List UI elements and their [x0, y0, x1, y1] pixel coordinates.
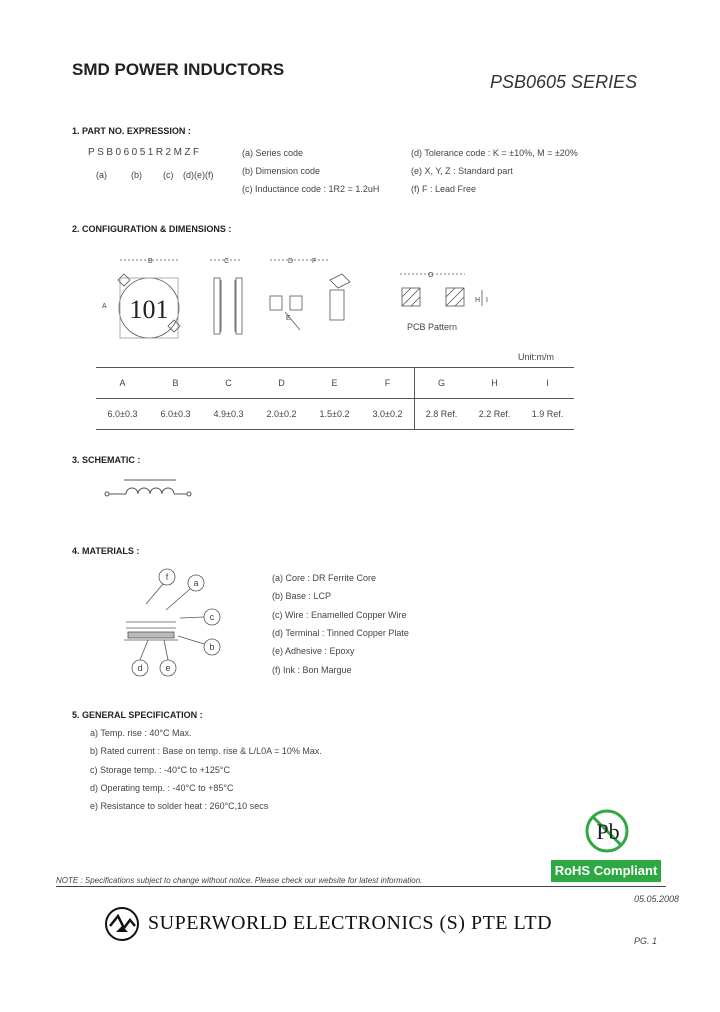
- series-name: PSB0605 SERIES: [490, 72, 638, 92]
- dim-letter-g: G: [428, 272, 434, 279]
- code-label-def: (d)(e)(f): [183, 170, 214, 180]
- page-title: SMD POWER INDUCTORS: [72, 60, 285, 79]
- material-e: (e) Adhesive : Epoxy: [272, 646, 355, 656]
- company-name: SUPERWORLD ELECTRONICS (S) PTE LTD: [148, 912, 553, 934]
- material-a: (a) Core : DR Ferrite Core: [272, 573, 377, 583]
- rohs-badge: RoHS Compliant: [551, 860, 661, 882]
- code-desc-d: (d) Tolerance code : K = ±10%, M = ±20%: [411, 148, 578, 158]
- dim-letter-b: B: [148, 258, 153, 265]
- td-b: 6.0±0.3: [149, 399, 202, 430]
- callout-b: b: [209, 642, 215, 652]
- footer-divider: [56, 886, 666, 887]
- dim-letter-a: A: [102, 303, 107, 310]
- td-a: 6.0±0.3: [96, 399, 149, 430]
- callout-e: e: [165, 663, 171, 673]
- material-c: (c) Wire : Enamelled Copper Wire: [272, 610, 407, 620]
- material-f: (f) Ink : Bon Margue: [272, 665, 352, 675]
- th-f: F: [361, 368, 415, 399]
- td-f: 3.0±0.2: [361, 399, 415, 430]
- td-h: 2.2 Ref.: [468, 399, 521, 430]
- table-value-row: [96, 399, 574, 430]
- section-general-spec: 5. GENERAL SPECIFICATION :: [72, 710, 203, 720]
- footer-date: 05.05.2008: [634, 894, 680, 904]
- dimension-drawing: [90, 250, 490, 350]
- dimension-table: [96, 367, 574, 430]
- th-b: B: [149, 368, 202, 399]
- section-config: 2. CONFIGURATION & DIMENSIONS :: [72, 224, 232, 234]
- th-e: E: [308, 368, 361, 399]
- code-label-c: (c): [163, 170, 174, 180]
- code-desc-e: (e) X, Y, Z : Standard part: [411, 166, 513, 176]
- spec-d: d) Operating temp. : -40°C to +85°C: [90, 783, 234, 793]
- td-e: 1.5±0.2: [308, 399, 361, 430]
- th-a: A: [96, 368, 149, 399]
- callout-a: a: [193, 578, 199, 588]
- section-schematic: 3. SCHEMATIC :: [72, 455, 141, 465]
- inductor-marking: 101: [129, 295, 169, 324]
- code-desc-b: (b) Dimension code: [242, 166, 321, 176]
- spec-a: a) Temp. rise : 40°C Max.: [90, 728, 192, 738]
- code-label-a: (a): [96, 170, 107, 180]
- dim-letter-f: F: [312, 258, 317, 265]
- spec-c: c) Storage temp. : -40°C to +125°C: [90, 765, 231, 775]
- code-desc-c: (c) Inductance code : 1R2 = 1.2uH: [242, 184, 380, 194]
- material-d: (d) Terminal : Tinned Copper Plate: [272, 628, 409, 638]
- pb-free-icon: [582, 808, 632, 854]
- callout-f: f: [165, 572, 169, 582]
- callout-d: d: [137, 663, 143, 673]
- td-g: 2.8 Ref.: [415, 399, 469, 430]
- dim-letter-e: E: [286, 315, 291, 322]
- spec-e: e) Resistance to solder heat : 260°C,10 secs: [90, 801, 269, 811]
- th-h: H: [468, 368, 521, 399]
- pb-symbol: Pb: [596, 819, 620, 844]
- table-header-row: [96, 368, 574, 399]
- materials-drawing: [118, 566, 228, 678]
- dim-letter-h: H: [475, 297, 481, 304]
- code-desc-a: (a) Series code: [242, 148, 304, 158]
- schematic-symbol: [104, 476, 196, 506]
- th-g: G: [415, 368, 469, 399]
- pcb-pattern-label: PCB Pattern: [407, 322, 458, 332]
- footer-note: NOTE : Specifications subject to change without notice. Please check our website for latest information.: [56, 876, 423, 885]
- part-code: PSB06051R2MZF: [88, 147, 202, 158]
- company-logo-icon: [104, 906, 140, 942]
- callout-c: c: [209, 612, 215, 622]
- dim-letter-i: I: [486, 297, 488, 304]
- code-desc-f: (f) F : Lead Free: [411, 184, 477, 194]
- dim-letter-d: D: [288, 258, 294, 265]
- code-label-b: (b): [131, 170, 142, 180]
- th-d: D: [255, 368, 308, 399]
- section-part-no: 1. PART NO. EXPRESSION :: [72, 126, 191, 136]
- dim-letter-c: C: [224, 258, 230, 265]
- th-c: C: [202, 368, 255, 399]
- unit-label: Unit:m/m: [518, 352, 554, 362]
- td-d: 2.0±0.2: [255, 399, 308, 430]
- td-c: 4.9±0.3: [202, 399, 255, 430]
- spec-b: b) Rated current : Base on temp. rise & L/L0A = 10% Max.: [90, 746, 322, 756]
- td-i: 1.9 Ref.: [521, 399, 574, 430]
- page-number: PG. 1: [634, 936, 658, 946]
- th-i: I: [521, 368, 574, 399]
- material-b: (b) Base : LCP: [272, 591, 332, 601]
- section-materials: 4. MATERIALS :: [72, 546, 140, 556]
